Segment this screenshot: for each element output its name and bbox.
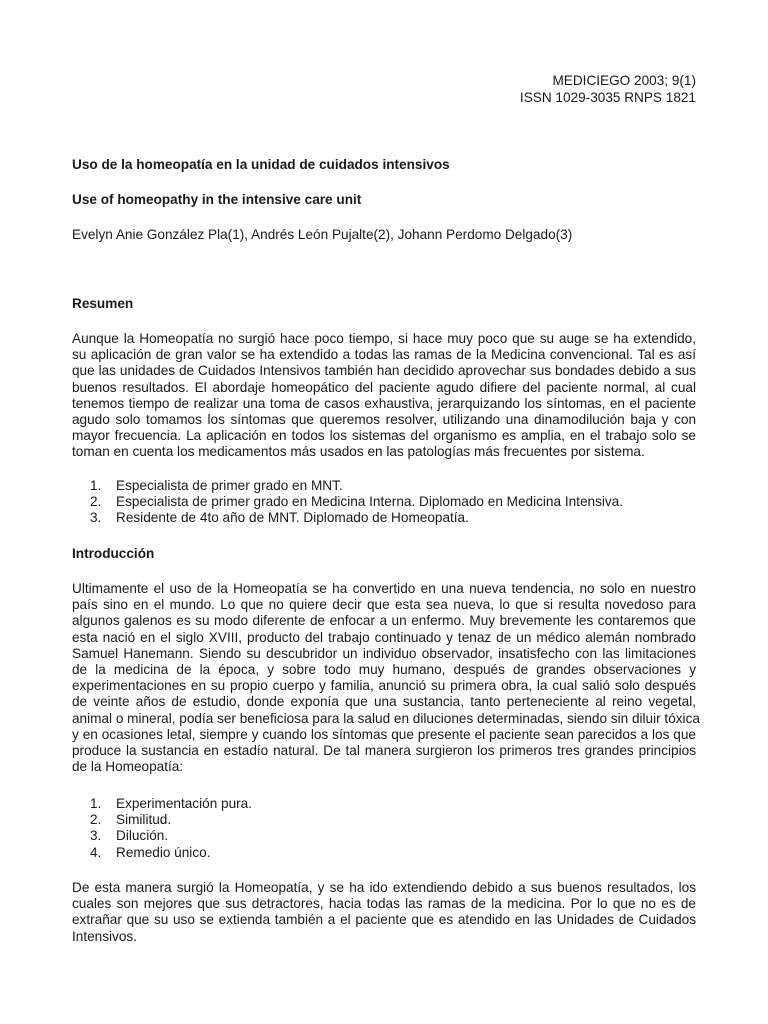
- text-line: su aplicación de gran valor se ha extendido a todas las ramas de la Medicina convencional. Tal es así: [72, 347, 696, 363]
- text-line: produce la sustancia en estadío natural. De tal manera surgieron los primeros tres grandes principios: [72, 743, 696, 759]
- list-item: [72, 510, 696, 526]
- text-line: cuales son mejores que sus detractores, hacia todas las ramas de la medicina. Por lo que no es de: [72, 896, 696, 912]
- text-line: De esta manera surgió la Homeopatía, y se ha ido extendiendo debido a sus buenos resultados, los: [72, 880, 696, 895]
- journal-citation: MEDICIEGO 2003; 9(1): [552, 73, 696, 88]
- list-item: [72, 845, 696, 861]
- text-line: toman en cuenta los medicamentos más usados en las patologías más frecuentes por sistema.: [72, 444, 645, 460]
- list-number: 1.: [90, 478, 102, 493]
- text-line: extrañar que su uso se extienda también a el paciente que es atendido en las Unidades de Cuidados: [72, 912, 696, 928]
- text-line: Aunque la Homeopatía no surgió hace poco tiempo, si hace muy poco que su auge se ha extendido,: [72, 331, 696, 346]
- list-text: Dilución.: [116, 828, 169, 844]
- text-line: animal o mineral, podía ser beneficiosa para la salud en diluciones determinadas, siendo sin diluir tóxica: [72, 710, 700, 726]
- list-number: 2.: [90, 494, 102, 510]
- text-line: que las unidades de Cuidados Intensivos también han decidido aprovechar sus bondades debido a sus: [72, 363, 696, 379]
- heading-resumen: Resumen: [72, 296, 134, 311]
- text-line: agudo solo tomamos los síntomas que queremos resolver, utilizando una dinamodilución baja y con: [72, 412, 696, 428]
- list-item: [72, 478, 696, 494]
- paragraph-resumen: [72, 331, 696, 461]
- text-line: algunos galenos es su modo diferente de enfocar a un enfermo. Muy brevemente les contaremos que: [72, 613, 696, 629]
- text-line: Samuel Hanemann. Siendo su descubridor un individuo observador, insatisfecho con las limitaciones: [72, 645, 696, 661]
- list-text: Residente de 4to año de MNT. Diplomado de Homeopatía.: [116, 510, 469, 526]
- text-line: de la Homeopatía:: [72, 759, 184, 775]
- paragraph-introduccion: [72, 581, 700, 775]
- list-text: Especialista de primer grado en Medicina Interna. Diplomado en Medicina Intensiva.: [116, 494, 624, 510]
- title-english: Use of homeopathy in the intensive care unit: [72, 192, 362, 207]
- text-line: Ultimamente el uso de la Homeopatía se ha convertido en una nueva tendencia, no solo en nuestro: [72, 581, 696, 596]
- affiliations-list: [72, 478, 696, 527]
- list-number: 4.: [90, 844, 102, 860]
- paragraph-closing: [72, 880, 696, 945]
- list-text: Experimentación pura.: [116, 796, 253, 811]
- list-item: [72, 494, 696, 510]
- text-line: de veinte años de estudio, donde exponía que una sustancia, tanto perteneciente al reino vegetal,: [72, 694, 696, 710]
- principles-list: [72, 796, 696, 861]
- list-item: [72, 828, 696, 844]
- text-line: mayor frecuencia. La aplicación en todos los sistemas del organismo es amplia, en el trabajo solo se: [72, 428, 696, 444]
- text-line: Intensivos.: [72, 928, 137, 944]
- list-text: Similitud.: [116, 812, 172, 828]
- list-number: 2.: [90, 812, 102, 828]
- journal-header: [520, 72, 696, 106]
- list-number: 3.: [90, 828, 102, 844]
- title-spanish: Uso de la homeopatía en la unidad de cuidados intensivos: [72, 157, 450, 172]
- text-line: país sino en el mundo. Lo que no quiere decir que esta sea nueva, lo que si resulta novedoso para: [72, 597, 696, 613]
- list-text: Especialista de primer grado en MNT.: [116, 478, 343, 493]
- list-number: 3.: [90, 510, 102, 526]
- text-line: esta nació en el siglo XVIII, producto del trabajo continuado y tenaz de un médico alemán nombrado: [72, 629, 696, 645]
- issn-line: ISSN 1029-3035 RNPS 1821: [519, 90, 696, 105]
- text-line: y en ocasiones letal, siempre y cuando los síntomas que presente el paciente sean parecidos a los que: [72, 726, 696, 742]
- text-line: tenemos tiempo de realizar una toma de casos exhaustiva, jerarquizando los síntomas, en el paciente: [72, 395, 696, 411]
- text-line: de la medicina de la época, y sobre todo muy humano, después de grandes observaciones y: [72, 662, 696, 678]
- text-line: buenos resultados. El abordaje homeopático del paciente agudo difiere del paciente normal, al cual: [72, 379, 696, 395]
- list-item: [72, 796, 696, 812]
- heading-introduccion: Introducción: [72, 546, 155, 561]
- list-text: Remedio único.: [116, 844, 211, 860]
- authors-line: Evelyn Anie González Pla(1), Andrés León Pujalte(2), Johann Perdomo Delgado(3): [72, 227, 573, 242]
- list-item: [72, 812, 696, 828]
- list-number: 1.: [90, 796, 102, 811]
- text-line: experimentaciones en su propio cuerpo y familia, anunció su primera obra, la cual salió solo después: [72, 678, 696, 694]
